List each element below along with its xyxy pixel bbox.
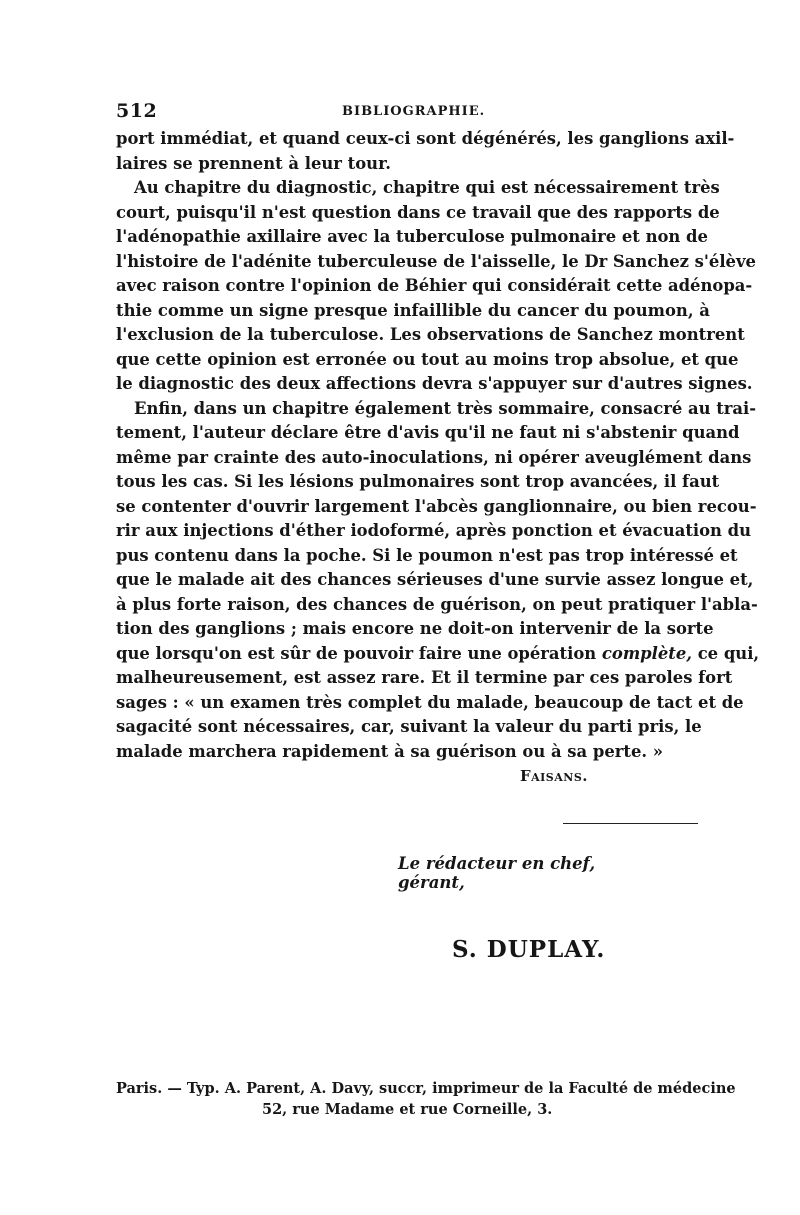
text-line: malheureusement, est assez rare. Et il termine par ces paroles fort [116, 668, 733, 687]
text-segment: ce qui, [692, 643, 760, 663]
text-line: à plus forte raison, des chances de guérison, on peut pratiquer l'abla- [116, 594, 758, 614]
imprint-line: 52, rue Madame et rue Corneille, 3. [262, 1101, 553, 1118]
text-line: l'histoire de l'adénite tuberculeuse de l'aisselle, le Dr Sanchez s'élève [116, 251, 756, 271]
text-line: l'adénopathie axillaire avec la tuberculose pulmonaire et non de [116, 227, 708, 246]
text-line: le diagnostic des deux affections devra s'appuyer sur d'autres signes. [116, 374, 753, 393]
editor-name: S. DUPLAY. [452, 936, 606, 963]
text-line: tous les cas. Si les lésions pulmonaires sont trop avancées, il faut [116, 472, 720, 491]
text-line: rir aux injections d'éther iodoformé, après ponction et évacuation du [116, 521, 752, 540]
author-signature: Faisans. [519, 767, 588, 785]
text-line: tion des ganglions ; mais encore ne doit-on intervenir de la sorte [116, 619, 714, 638]
text-line: tement, l'auteur déclare être d'avis qu'il ne faut ni s'abstenir quand [116, 423, 740, 442]
page-number: 512 [116, 100, 158, 122]
printer-imprint [116, 1078, 736, 1120]
page-header [116, 100, 696, 130]
text-line: thie comme un signe presque infaillible du cancer du poumon, à [116, 300, 710, 320]
text-line: se contenter d'ouvrir largement l'abcès ganglionnaire, ou bien recou- [116, 496, 757, 516]
text-segment: que lorsqu'on est sûr de pouvoir faire une opération [116, 643, 597, 663]
text-line: sages : « un examen très complet du malade, beaucoup de tact et de [116, 692, 744, 712]
text-line: avec raison contre l'opinion de Béhier qui considérait cette adénopa- [116, 276, 753, 295]
text-line: même par crainte des auto-inoculations, ni opérer aveuglément dans [116, 447, 752, 467]
italic-word: complète, [601, 643, 692, 663]
text-line: pus contenu dans la poche. Si le poumon n'est pas trop intéressé et [116, 545, 738, 565]
text-line: l'exclusion de la tuberculose. Les observations de Sanchez montrent [116, 325, 745, 344]
separator-rule [563, 823, 698, 824]
text-line: court, puisqu'il n'est question dans ce travail que des rapports de [116, 202, 720, 222]
imprint-line: Paris. — Typ. A. Parent, A. Davy, succr, imprimeur de la Faculté de médecine [116, 1080, 736, 1097]
text-line: laires se prennent à leur tour. [116, 153, 391, 173]
text-line: port immédiat, et quand ceux-ci sont dégénérés, les ganglions axil- [116, 129, 735, 148]
text-line: que cette opinion est erronée ou tout au moins trop absolue, et que [116, 349, 739, 369]
text-line: que le malade ait des chances sérieuses d'une survie assez longue et, [116, 570, 754, 589]
body-text [116, 127, 760, 789]
text-line-mixed [116, 642, 760, 667]
text-line: malade marchera rapidement à sa guérison ou à sa perte. » [116, 741, 664, 761]
text-line: Au chapitre du diagnostic, chapitre qui est nécessairement très [134, 178, 720, 197]
text-line: Enfin, dans un chapitre également très sommaire, consacré au trai- [134, 398, 757, 418]
signature-line [116, 764, 696, 789]
editor-role: Le rédacteur en chef, gérant, [398, 854, 596, 892]
running-title: BIBLIOGRAPHIE. [342, 104, 486, 119]
text-line: sagacité sont nécessaires, car, suivant la valeur du parti pris, le [116, 717, 702, 736]
